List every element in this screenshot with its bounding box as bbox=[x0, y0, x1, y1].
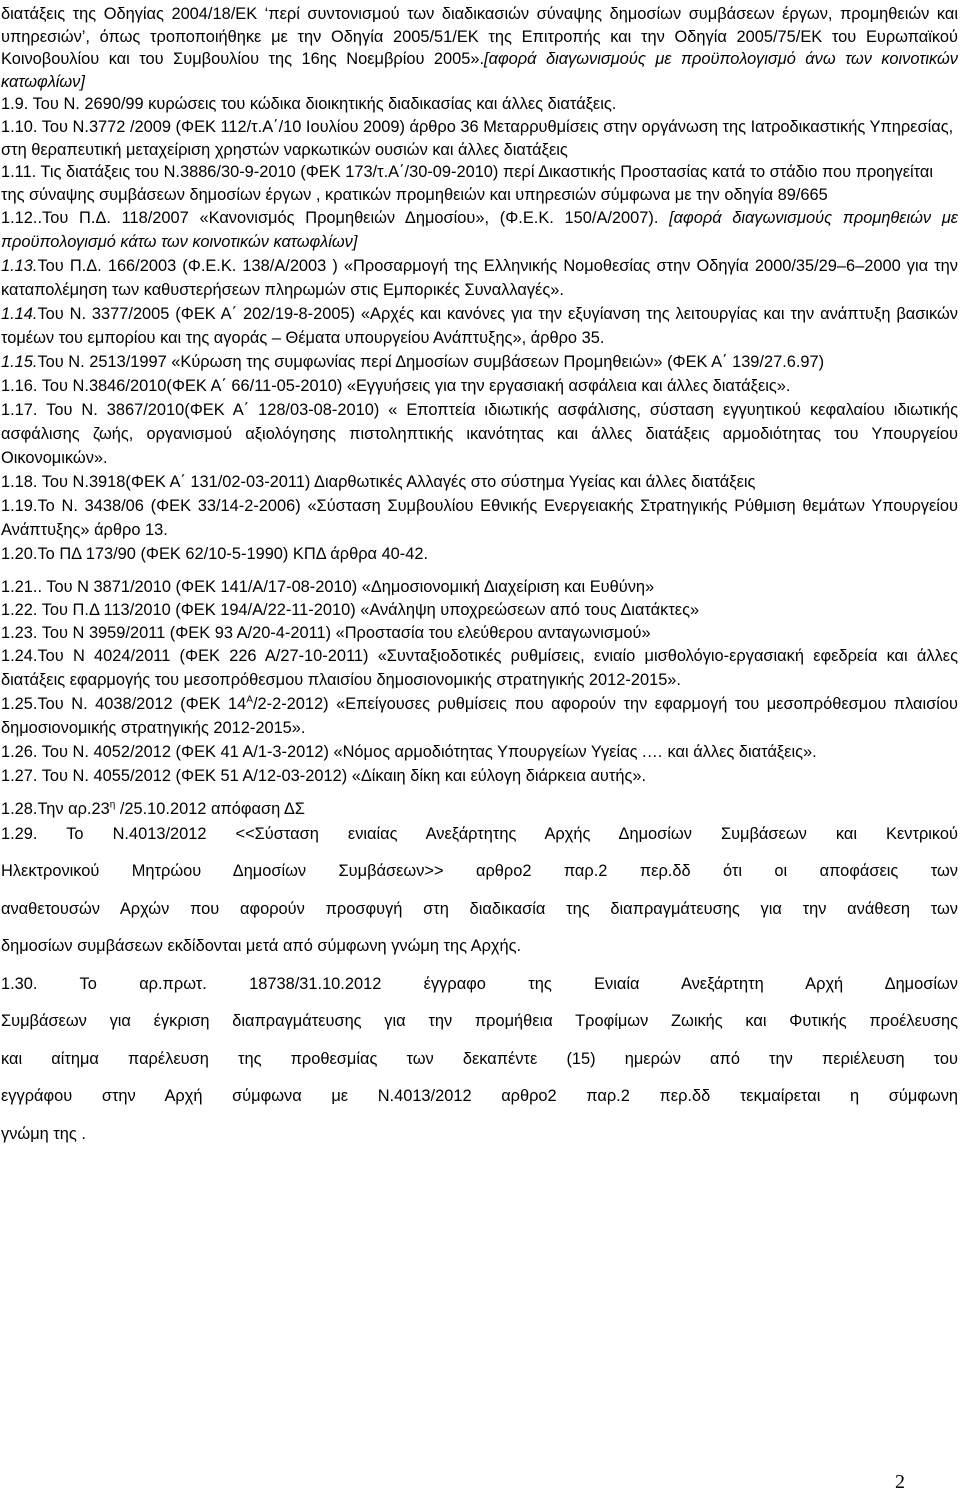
document-page bbox=[0, 3, 960, 1158]
p-1-23 bbox=[0, 622, 960, 645]
paragraph-line: 1.29. Το Ν.4013/2012 <<Σύσταση ενιαίας Ανεξάρτητης Αρχής Δημοσίων Συμβάσεων και Κεντρικού bbox=[1, 824, 958, 843]
italic-text: 1.15. bbox=[1, 353, 38, 372]
paragraph-text: 1.20.Το ΠΔ 173/90 (ΦΕΚ 62/10-5-1990) ΚΠΔ άρθρα 40-42. bbox=[1, 545, 429, 564]
paragraph-text: 1.11. Τις διατάξεις του Ν.3886/30-9-2010 (ΦΕΚ 173/τ.Α΄/30-09-2010) περί Δικαστικής Προστασίας κατά το στάδιο που προηγείται της σύναψης συμβάσεων δημοσίων έργων , κρατικών προμηθειών και υπηρεσιών σύμφωνα με την οδηγία 89/665 bbox=[1, 163, 934, 204]
paragraph-text: 1.28.Την αρ.23 bbox=[1, 800, 110, 819]
p-intro bbox=[0, 3, 960, 93]
p-1-30 bbox=[0, 971, 960, 1159]
p-1-28 bbox=[0, 798, 960, 821]
p-1-20 bbox=[0, 542, 960, 566]
paragraph-line: 1.30. Το αρ.πρωτ. 18738/31.10.2012 έγγραφο της Ενιαία Ανεξάρτητη Αρχή Δημοσίων bbox=[1, 974, 958, 993]
italic-text: [αφορά διαγωνισμούς προμηθειών με προϋπολογισμό κάτω των κοινοτικών κατωφλίων] bbox=[1, 209, 959, 252]
p-1-18 bbox=[0, 470, 960, 494]
p-1-21 bbox=[0, 576, 960, 599]
paragraph-text: 1.23. Του Ν 3959/2011 (ΦΕΚ 93 Α/20-4-2011) «Προστασία του ελεύθερου ανταγωνισμού» bbox=[1, 623, 651, 642]
p-1-22 bbox=[0, 599, 960, 622]
paragraph-line: εγγράφου στην Αρχή σύμφωνα με Ν.4013/2012 αρθρο2 παρ.2 περ.δδ τεκμαίρεται η σύμφωνη bbox=[1, 1087, 958, 1106]
p-1-15 bbox=[0, 350, 960, 374]
p-1-24 bbox=[0, 644, 960, 692]
paragraph-text: 1.24.Του Ν 4024/2011 (ΦΕΚ 226 Α/27-10-2011) «Συνταξιοδοτικές ρυθμίσεις, ενιαίο μισθολόγιο-εργασιακή εφεδρεία και άλλες διατάξεις εφαρμογής του μεσοπρόθεσμου πλαισίου δημοσιονομικής στρατηγικής 2012-2015». bbox=[1, 647, 958, 690]
p-1-19 bbox=[0, 494, 960, 542]
p-1-9 bbox=[0, 93, 960, 116]
superscript: Α bbox=[246, 694, 253, 706]
italic-text: [αφορά διαγωνισμούς με προϋπολογισμό άνω των κοινοτικών κατωφλίων] bbox=[1, 50, 958, 91]
paragraph-text: 1.17. Του Ν. 3867/2010(ΦΕΚ Α΄ 128/03-08-2010) « Εποπτεία ιδιωτικής ασφάλισης, σύσταση εγγυητικού κεφαλαίου ιδιωτικής ασφάλισης ζωής, οργανισμού αξιολόγησης πιστοληπτικής ικανότητας και άλλες διατάξεις αρμοδιότητας του Υπουργείου Οικονομικών». bbox=[1, 401, 958, 468]
superscript: η bbox=[109, 799, 116, 811]
paragraph-text: 1.19.Το Ν. 3438/06 (ΦΕΚ 33/14-2-2006) «Σύσταση Συμβουλίου Εθνικής Ενεργειακής Στρατηγικής Ρύθμιση θεμάτων Υπουργείου Ανάπτυξης» άρθρο 13. bbox=[1, 497, 958, 540]
paragraph-text: Του Ν. 2513/1997 «Κύρωση της συμφωνίας περί Δημοσίων συμβάσεων Προμηθειών» (ΦΕΚ Α΄ 139/27.6.97) bbox=[37, 353, 825, 372]
paragraph-line: Συμβάσεων για έγκριση διαπραγμάτευσης για την προμήθεια Τροφίμων Ζωικής και Φυτικής προέλευσης bbox=[1, 1012, 958, 1031]
p-1-29 bbox=[0, 821, 960, 971]
paragraph-text: /2-2-2012) «Επείγουσες ρυθμίσεις που αφορούν την εφαρμογή του μεσοπρόθεσμου πλαισίου δημοσιονομικής στρατηγικής 2012-2015». bbox=[1, 695, 958, 738]
p-1-11 bbox=[0, 161, 960, 206]
p-1-13 bbox=[0, 254, 960, 302]
p-1-27 bbox=[0, 764, 960, 788]
p-1-16 bbox=[0, 374, 960, 398]
paragraph-text: διατάξεις της Οδηγίας 2004/18/ΕΚ ‘περί συντονισμού των διαδικασιών σύναψης δημοσίων συμβάσεων έργων, προμηθειών και υπηρεσιών’, όπως τροποποιήθηκε με την Οδηγία 2005/51/ΕΚ της Επιτροπής και την Οδηγία 2005/75/ΕΚ του Ευρωπαϊκού Κοινοβουλίου και του Συμβουλίου της 16ης Νοεμβρίου 2005». bbox=[1, 5, 958, 69]
paragraph-line: Ηλεκτρονικού Μητρώου Δημοσίων Συμβάσεων>> αρθρο2 παρ.2 περ.δδ ότι οι αποφάσεις των bbox=[1, 862, 958, 881]
p-1-17 bbox=[0, 398, 960, 470]
p-1-12 bbox=[0, 206, 960, 254]
paragraph-text: 1.26. Του Ν. 4052/2012 (ΦΕΚ 41 Α/1-3-2012) «Νόμος αρμοδιότητας Υπουργείων Υγείας .… και άλλες διατάξεις». bbox=[1, 743, 817, 762]
paragraph-text: 1.22. Του Π.Δ 113/2010 (ΦΕΚ 194/Α/22-11-2010) «Ανάληψη υποχρεώσεων από τους Διατάκτες» bbox=[1, 600, 700, 619]
p-1-14 bbox=[0, 302, 960, 350]
paragraph-text: 1.9. Του Ν. 2690/99 κυρώσεις του κώδικα διοικητικής διαδικασίας και άλλες διατάξεις. bbox=[1, 95, 617, 114]
paragraph-line: αναθετουσών Αρχών που αφορούν προσφυγή στη διαδικασία της διαπραγμάτευσης για την ανάθεση των bbox=[1, 899, 958, 918]
paragraph-text: Του Π.Δ. 166/2003 (Φ.Ε.Κ. 138/Α/2003 ) «Προσαρμογή της Ελληνικής Νομοθεσίας στην Οδηγία 2000/35/29–6–2000 για την καταπολέμηση των καθυστερήσεων πληρωμών στις Εμπορικές Συναλλαγές». bbox=[1, 257, 958, 300]
p-1-10 bbox=[0, 116, 960, 161]
paragraph-line: δημοσίων συμβάσεων εκδίδονται μετά από σύμφωνη γνώμη της Αρχής. bbox=[1, 937, 522, 956]
paragraph-text: 1.18. Του Ν.3918(ΦΕΚ Α΄ 131/02-03-2011) Διαρθωτικές Αλλαγές στο σύστημα Υγείας και άλλες διατάξεις bbox=[1, 473, 756, 492]
italic-text: 1.13. bbox=[1, 257, 38, 276]
paragraph-text: 1.16. Του Ν.3846/2010(ΦΕΚ Α΄ 66/11-05-2010) «Εγγυήσεις για την εργασιακή ασφάλεια και άλλες διατάξεις». bbox=[1, 377, 791, 396]
p-1-26 bbox=[0, 740, 960, 764]
italic-text: 1.14. bbox=[1, 305, 38, 324]
paragraph-text: 1.27. Του Ν. 4055/2012 (ΦΕΚ 51 Α/12-03-2012) «Δίκαιη δίκη και εύλογη διάρκεια αυτής». bbox=[1, 767, 647, 786]
paragraph-text: 1.25.Του Ν. 4038/2012 (ΦΕΚ 14 bbox=[1, 695, 247, 714]
paragraph-text: /25.10.2012 απόφαση ΔΣ bbox=[115, 800, 305, 819]
paragraph-text: Του Ν. 3377/2005 (ΦΕΚ Α΄ 202/19-8-2005) «Αρχές και κανόνες για την εξυγίανση της λειτουργίας και την ανάπτυξη βασικών τομέων του εμπορίου και της αγοράς – Θέματα υπουργείου Ανάπτυξης», άρθρο 35. bbox=[1, 305, 958, 348]
p-1-25 bbox=[0, 692, 960, 740]
paragraph-text: 1.10. Του Ν.3772 /2009 (ΦΕΚ 112/τ.Α΄/10 Ιουλίου 2009) άρθρο 36 Μεταρρυθμίσεις στην οργάνωση της Ιατροδικαστικής Υπηρεσίας, στη θεραπευτική μεταχείριση χρηστών ναρκωτικών ουσιών και άλλες διατάξεις bbox=[1, 117, 954, 159]
paragraph-line: γνώμη της . bbox=[1, 1124, 86, 1143]
page-number: 2 bbox=[895, 1471, 905, 1493]
paragraph-line: και αίτημα παρέλευση της προθεσμίας των δεκαπέντε (15) ημερών από την περιέλευση του bbox=[1, 1049, 958, 1068]
paragraph-text: 1.12..Του Π.Δ. 118/2007 «Κανονισμός Προμηθειών Δημοσίου», (Φ.Ε.Κ. 150/Α/2007). bbox=[1, 209, 670, 228]
paragraph-text: 1.21.. Του Ν 3871/2010 (ΦΕΚ 141/Α/17-08-2010) «Δημοσιονομική Διαχείριση και Ευθύνη» bbox=[1, 578, 655, 597]
